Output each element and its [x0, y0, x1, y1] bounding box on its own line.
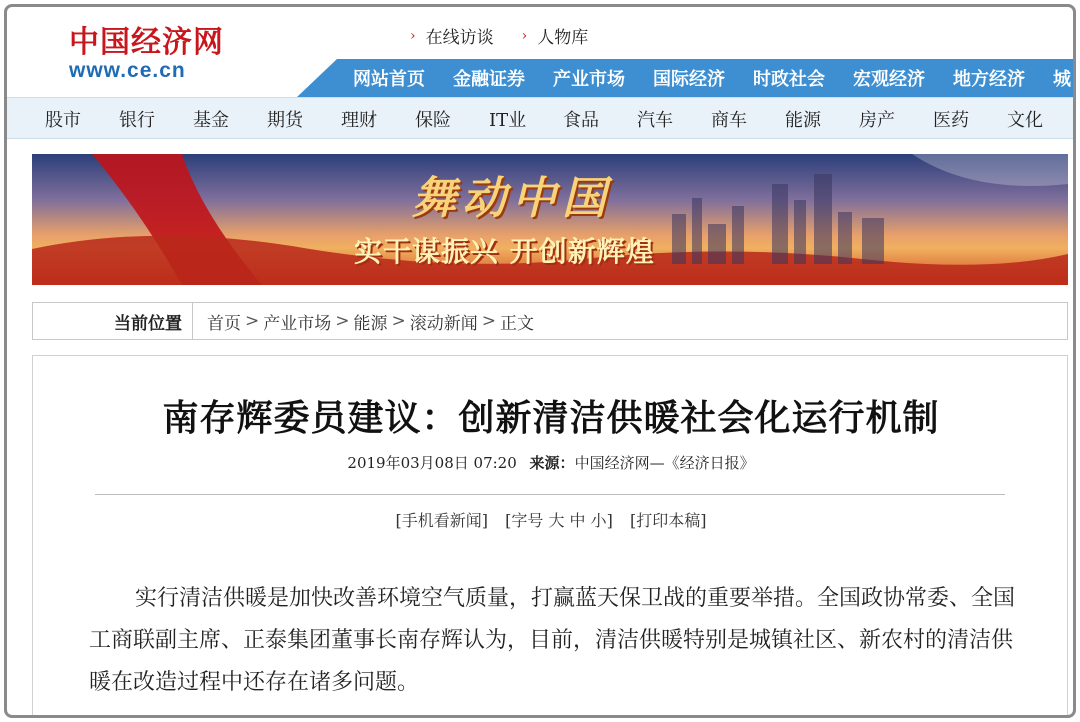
- subnav-stocks[interactable]: 股市: [45, 110, 81, 131]
- article-datetime: 2019年03月08日 07:20: [347, 454, 517, 472]
- toplink-label: 在线访谈: [425, 28, 494, 48]
- subnav-it[interactable]: IT业: [489, 110, 527, 131]
- breadcrumb-separator: >: [391, 311, 406, 331]
- site-logo[interactable]: [69, 17, 249, 81]
- subnav-energy[interactable]: 能源: [785, 110, 821, 131]
- toplink-label: 人物库: [537, 28, 589, 48]
- subnav-futures[interactable]: 期货: [267, 110, 303, 131]
- subnav-wealth[interactable]: 理财: [341, 110, 377, 131]
- article-title: 南存辉委员建议：创新清洁供暖社会化运行机制: [162, 397, 940, 439]
- article-meta: [33, 452, 1069, 473]
- toplink-interview[interactable]: [410, 23, 494, 48]
- breadcrumb-separator: >: [245, 311, 260, 331]
- toplink-people[interactable]: [522, 23, 589, 48]
- mobile-news-link[interactable]: [手机看新闻]: [395, 511, 489, 530]
- nav-corner: [297, 59, 337, 97]
- breadcrumb-path: [193, 303, 534, 339]
- nav-item-macro[interactable]: 宏观经济: [853, 69, 925, 90]
- subnav-food[interactable]: 食品: [563, 110, 599, 131]
- nav-item-home[interactable]: 网站首页: [353, 69, 425, 90]
- nav-item-city[interactable]: 城: [1053, 69, 1071, 90]
- page-frame: [4, 4, 1076, 718]
- chevron-right-icon: ›: [410, 27, 416, 44]
- breadcrumb-label: 当前位置: [33, 303, 193, 339]
- breadcrumb-current: 正文: [500, 313, 534, 334]
- top-links: [410, 23, 588, 48]
- breadcrumb-rolling-news[interactable]: 滚动新闻: [409, 313, 478, 334]
- subnav-auto[interactable]: 汽车: [637, 110, 673, 131]
- subnav-culture[interactable]: 文化: [1007, 110, 1043, 131]
- breadcrumb-separator: >: [335, 311, 350, 331]
- nav-item-international[interactable]: 国际经济: [653, 69, 725, 90]
- font-size-control[interactable]: [字号 大 中 小]: [505, 511, 613, 530]
- banner-subtitle: 实干谋振兴 开创新辉煌: [354, 235, 655, 268]
- article-tools: [33, 508, 1069, 531]
- article-source-label: 来源：: [529, 454, 575, 472]
- secondary-nav: [7, 97, 1076, 139]
- breadcrumb-separator: >: [481, 311, 496, 331]
- breadcrumb-industry[interactable]: 产业市场: [263, 313, 332, 334]
- nav-item-finance[interactable]: 金融证券: [453, 69, 525, 90]
- breadcrumb-home[interactable]: 首页: [207, 313, 241, 334]
- article: [32, 355, 1068, 718]
- logo-text: 中国经济网: [69, 25, 224, 60]
- banner-title: 舞动中国: [412, 173, 612, 224]
- subnav-funds[interactable]: 基金: [193, 110, 229, 131]
- subnav-banks[interactable]: 银行: [119, 110, 155, 131]
- print-link[interactable]: [打印本稿]: [629, 511, 707, 530]
- subnav-medicine[interactable]: 医药: [933, 110, 969, 131]
- breadcrumb-energy[interactable]: 能源: [353, 313, 388, 334]
- promo-banner[interactable]: [32, 154, 1068, 285]
- nav-item-local[interactable]: 地方经济: [953, 69, 1025, 90]
- breadcrumb: [32, 302, 1068, 340]
- article-source: 中国经济网—《经济日报》: [574, 454, 755, 472]
- nav-item-industry[interactable]: 产业市场: [553, 69, 625, 90]
- subnav-insurance[interactable]: 保险: [415, 110, 451, 131]
- logo-url: www.ce.cn: [69, 59, 186, 82]
- primary-nav: [297, 59, 1076, 97]
- chevron-right-icon: ›: [521, 27, 528, 44]
- divider: [95, 494, 1005, 495]
- subnav-property[interactable]: 房产: [859, 110, 895, 131]
- nav-item-politics[interactable]: 时政社会: [753, 69, 825, 90]
- article-paragraph: 实行清洁供暖是加快改善环境空气质量，打赢蓝天保卫战的重要举措。全国政协常委、全国工商联副主席、正泰集团董事长南存辉认为，目前，清洁供暖特别是城镇社区、新农村的清洁供暖在改造过程中还存在诸多问题。: [89, 586, 1016, 695]
- subnav-commercial-vehicle[interactable]: 商车: [711, 110, 747, 131]
